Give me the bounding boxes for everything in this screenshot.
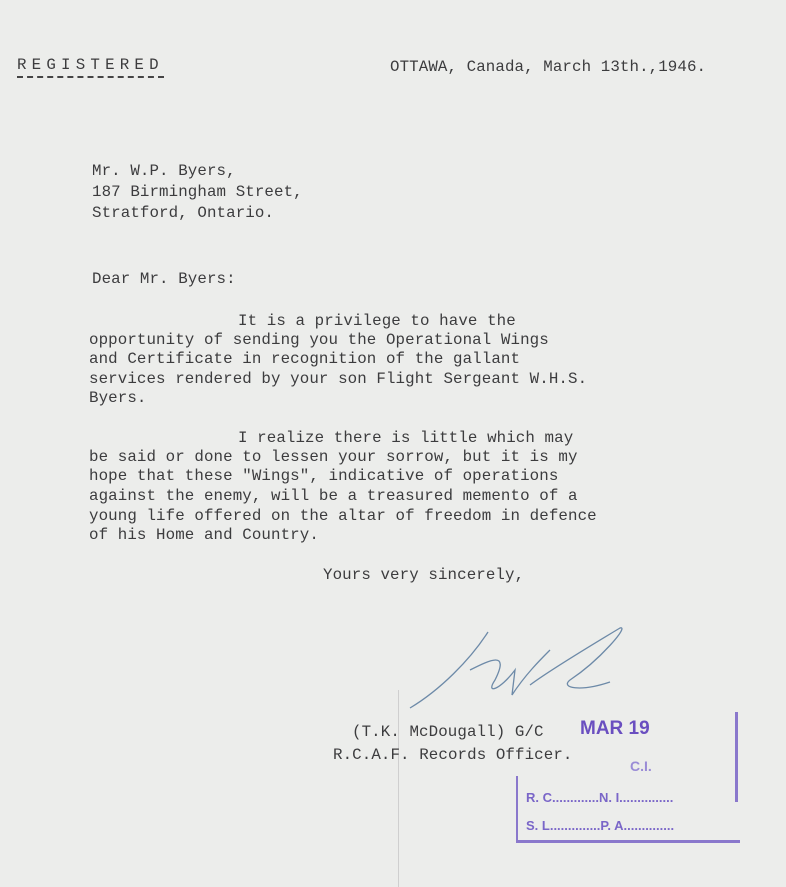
address-line: Stratford, Ontario. [92, 204, 275, 222]
paragraph-line: and Certificate in recognition of the gallant [89, 350, 521, 368]
closing: Yours very sincerely, [323, 566, 525, 584]
paragraph-line: opportunity of sending you the Operational Wings [89, 331, 549, 349]
paragraph-line: It is a privilege to have the [238, 312, 516, 330]
records-stamp [516, 776, 740, 843]
paragraph-line: I realize there is little which may [238, 429, 574, 447]
paper-fold [398, 690, 399, 887]
paragraph-line: against the enemy, will be a treasured memento of a [89, 487, 578, 505]
signatory-name: (T.K. McDougall) G/C [352, 723, 544, 741]
paragraph-line: services rendered by your son Flight Sergeant W.H.S. [89, 370, 588, 388]
stamp-row: R. C.............N. I............... [526, 790, 674, 805]
signatory-title: R.C.A.F. Records Officer. [333, 746, 573, 764]
paragraph-line: hope that these "Wings", indicative of operations [89, 467, 559, 485]
paragraph-line: be said or done to lessen your sorrow, but it is my [89, 448, 578, 466]
signature [400, 620, 640, 715]
paragraph-line: young life offered on the altar of freedom in defence [89, 507, 597, 525]
paragraph-line: of his Home and Country. [89, 526, 319, 544]
stamp-row: S. L..............P. A.............. [526, 818, 675, 833]
paragraph-line: Byers. [89, 389, 147, 407]
address-line: 187 Birmingham Street, [92, 183, 303, 201]
stamp-top-label: C.I. [630, 758, 652, 774]
received-stamp-date: MAR 19 [580, 718, 650, 739]
registered-label: REGISTERED [17, 56, 164, 78]
salutation: Dear Mr. Byers: [92, 270, 236, 288]
address-line: Mr. W.P. Byers, [92, 162, 236, 180]
place-date: OTTAWA, Canada, March 13th.,1946. [390, 58, 707, 76]
